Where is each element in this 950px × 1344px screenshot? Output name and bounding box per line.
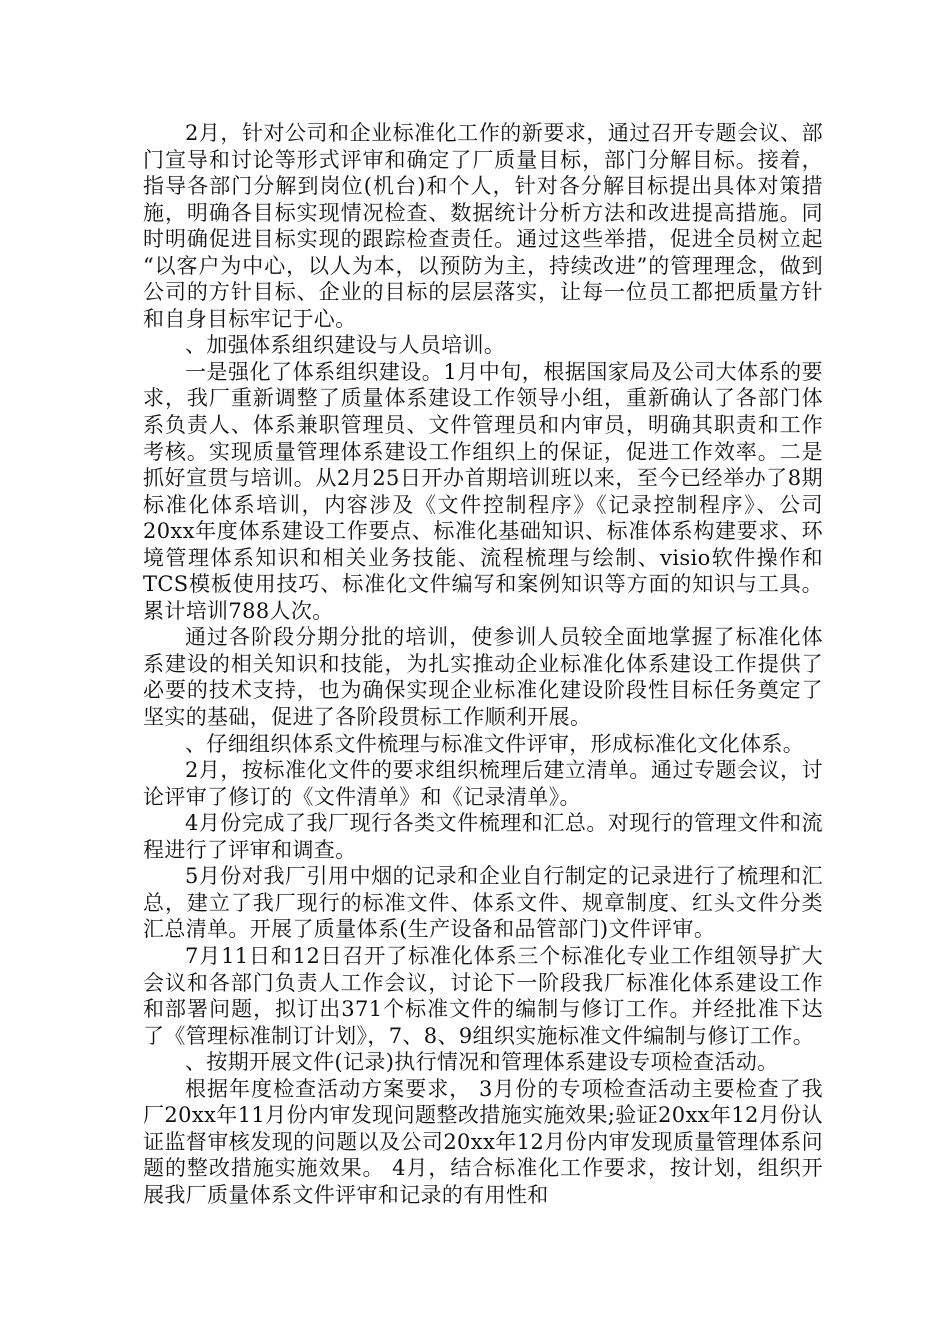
heading-organization-training: 、加强体系组织建设与人员培训。 bbox=[185, 333, 506, 358]
paragraph-training-results: 通过各阶段分期分批的培训，使参训人员较全面地掌握了标准化体系建设的相关知识和技能，为扎实推动企业标准化体系建设工作提供了必要的技术支持，也为确保实现企业标准化建设阶段性目标任务奠定了坚实的基础，促进了各阶段贯标工作顺利开展。 bbox=[143, 625, 823, 730]
paragraph-february-list: 2月，按标准化文件的要求组织梳理后建立清单。通过专题会议，讨论评审了修订的《文件清单》和《记录清单》。 bbox=[143, 758, 823, 809]
heading-document-review: 、仔细组织体系文件梳理与标准文件评审，形成标准化文化体系。 bbox=[185, 731, 805, 756]
paragraph-april-review: 4月份完成了我厂现行各类文件梳理和汇总。对现行的管理文件和流程进行了评审和调查。 bbox=[143, 811, 823, 862]
paragraph-quality-objectives: 2月，针对公司和企业标准化工作的新要求，通过召开专题会议、部门宣导和讨论等形式评审和确定了厂质量目标，部门分解目标。接着，指导各部门分解到岗位(机台)和个人，针对各分解目标提出具体对策措施，明确各目标实现情况检查、数据统计分析方法和改进提高措施。同时明确促进目标实现的跟踪检查责任。通过这些举措，促进全员树立起 “以客户为中心，以人为本，以预防为主，持续改进”的管理理念，做到公司的方针目标、企业的目标的层层落实，让每一位员工都把质量方针和自身目标牢记于心。 bbox=[143, 121, 823, 331]
paragraph-inspection-details: 根据年度检查活动方案要求， 3月份的专项检查活动主要检查了我厂20xx年11月份内审发现问题整改措施实施效果;验证20xx年12月份认证监督审核发现的问题以及公司20xx年12月份内审发现质量管理体系问题的整改措施实施效果。 4月，结合标准化工作要求，按计划，组织开展我厂质量体系文件评审和记录的有用性和 bbox=[143, 1076, 823, 1207]
paragraph-july-meeting: 7月11日和12日召开了标准化体系三个标准化专业工作组领导扩大会议和各部门负责人工作会议，讨论下一阶段我厂标准化体系建设工作和部署问题，拟订出371个标准文件的编制与修订工作。并经批准下达了《管理标准制订计划》，7、8、9组织实施标准文件编制与修订工作。 bbox=[143, 943, 823, 1048]
heading-special-inspection: 、按期开展文件(记录)执行情况和管理体系建设专项检查活动。 bbox=[185, 1050, 779, 1075]
paragraph-organization-training: 一是强化了体系组织建设。1月中旬，根据国家局及公司大体系的要求，我厂重新调整了质量体系建设工作领导小组，重新确认了各部门体系负责人、体系兼职管理员、文件管理员和内审员，明确其职责和工作考核。实现质量管理体系建设工作组织上的保证，促进工作效率。二是抓好宣贯与培训。从2月25日开办首期培训班以来，至今已经举办了8期标准化体系培训，内容涉及《文件控制程序》《记录控制程序》、公司20xx年度体系建设工作要点、标准化基础知识、标准体系构建要求、环境管理体系知识和相关业务技能、流程梳理与绘制、visio软件操作和TCS模板使用技巧、标准化文件编写和案例知识等方面的知识与工具。累计培训788人次。 bbox=[143, 359, 823, 623]
document-body bbox=[143, 120, 823, 1208]
paragraph-may-summary: 5月份对我厂引用中烟的记录和企业自行制定的记录进行了梳理和汇总，建立了我厂现行的标准文件、体系文件、规章制度、红头文件分类汇总清单。开展了质量体系(生产设备和品管部门)文件评审。 bbox=[143, 864, 823, 942]
